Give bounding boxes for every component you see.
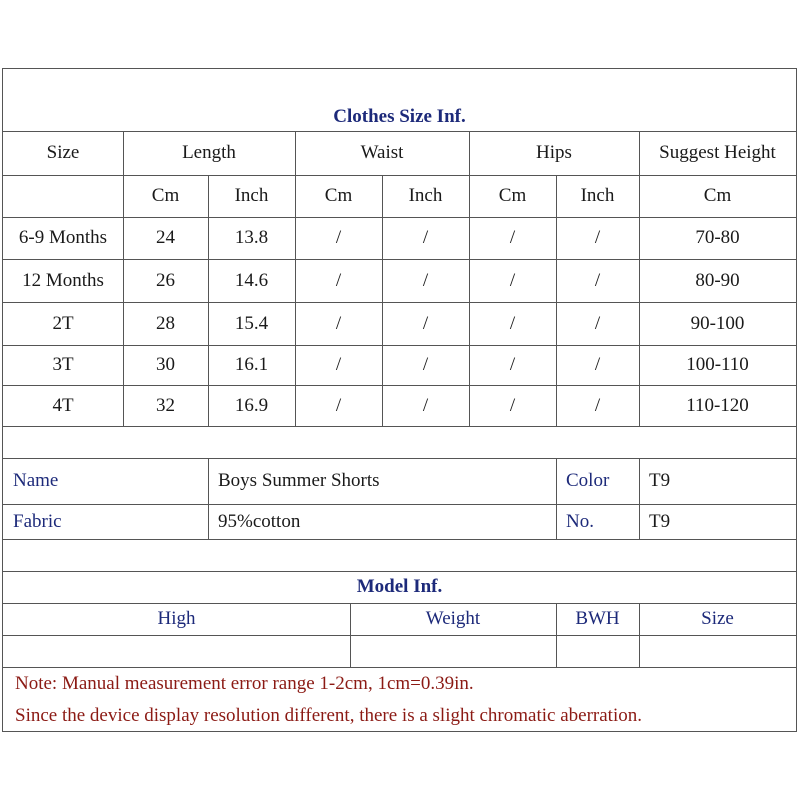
table-cell-waist-cm: / [335,354,342,375]
divider [556,603,557,667]
table-cell-size: 2T [52,312,74,334]
divider [208,458,209,539]
color-value: T9 [649,470,671,491]
unit-hips-cm: Cm [498,185,527,206]
divider [3,426,796,427]
table-cell-length-cm: 28 [156,312,175,334]
divider [639,603,640,667]
divider [3,539,796,540]
divider [3,635,796,636]
unit-hips-inch: Inch [580,185,615,206]
table-cell-length-cm: 24 [156,227,175,248]
header-hips: Hips [536,142,572,163]
table-cell-length-inch: 16.9 [234,394,269,416]
note-line-1: Note: Manual measurement error range 1-2cm, 1cm=0.39in. [15,673,474,694]
divider [295,131,296,426]
divider [350,603,351,667]
model-high-header: High [157,608,196,629]
table-cell-size: 12 Months [22,269,104,291]
table-cell-waist-inch: / [422,394,429,416]
unit-waist-cm: Cm [324,185,353,206]
header-suggest-height: Suggest Height [659,142,776,163]
divider [3,667,796,668]
table-cell-hips-inch: / [594,227,601,248]
divider [208,175,209,426]
table-cell-waist-cm: / [335,312,342,334]
unit-length-cm: Cm [151,185,180,206]
unit-length-inch: Inch [234,185,269,206]
divider [639,131,640,426]
unit-height-cm: Cm [703,185,732,206]
table-cell-waist-cm: / [335,394,342,416]
table-cell-waist-inch: / [422,227,429,248]
divider [123,131,124,426]
table-cell-waist-inch: / [422,354,429,375]
table-cell-hips-cm: / [509,354,516,375]
table-cell-hips-cm: / [509,269,516,291]
table-cell-size: 3T [52,354,74,375]
table-cell-length-inch: 16.1 [234,354,269,375]
table-cell-height-cm: 100-110 [686,354,749,375]
no-value: T9 [649,510,671,532]
header-size: Size [46,142,80,163]
clothes-size-title: Clothes Size Inf. [333,106,466,127]
table-cell-length-inch: 14.6 [234,269,269,291]
table-cell-length-cm: 32 [156,394,175,416]
table-cell-length-inch: 13.8 [234,227,269,248]
model-bwh-header: BWH [575,608,620,629]
divider [382,175,383,426]
table-cell-height-cm: 110-120 [686,394,749,416]
table-cell-height-cm: 90-100 [690,312,745,334]
table-cell-hips-cm: / [509,227,516,248]
header-waist: Waist [360,142,404,163]
table-cell-waist-inch: / [422,269,429,291]
model-size-header: Size [701,608,734,629]
table-cell-waist-inch: / [422,312,429,334]
table-cell-hips-inch: / [594,354,601,375]
divider [556,458,557,539]
table-cell-size: 4T [52,394,74,416]
divider [469,131,470,426]
table-cell-hips-inch: / [594,394,601,416]
table-cell-height-cm: 70-80 [695,227,740,248]
name-value: Boys Summer Shorts [218,470,380,491]
no-label: No. [566,510,594,532]
color-label: Color [566,470,610,491]
table-cell-hips-cm: / [509,312,516,334]
model-info-title: Model Inf. [356,576,443,597]
table-cell-length-cm: 26 [156,269,175,291]
table-cell-waist-cm: / [335,227,342,248]
table-cell-size: 6-9 Months [18,227,108,248]
table-cell-length-inch: 15.4 [234,312,269,334]
unit-waist-inch: Inch [408,185,443,206]
fabric-label: Fabric [13,510,62,532]
table-cell-height-cm: 80-90 [695,269,740,291]
table-cell-hips-inch: / [594,269,601,291]
note-line-2: Since the device display resolution different, there is a slight chromatic aberration. [15,705,642,726]
name-label: Name [13,470,59,491]
table-cell-waist-cm: / [335,269,342,291]
model-weight-header: Weight [425,608,481,629]
size-chart-sheet [2,68,797,732]
header-length: Length [182,142,236,163]
table-cell-hips-cm: / [509,394,516,416]
fabric-value: 95%cotton [218,510,301,532]
table-cell-length-cm: 30 [156,354,175,375]
divider [556,175,557,426]
table-cell-hips-inch: / [594,312,601,334]
divider [639,458,640,539]
